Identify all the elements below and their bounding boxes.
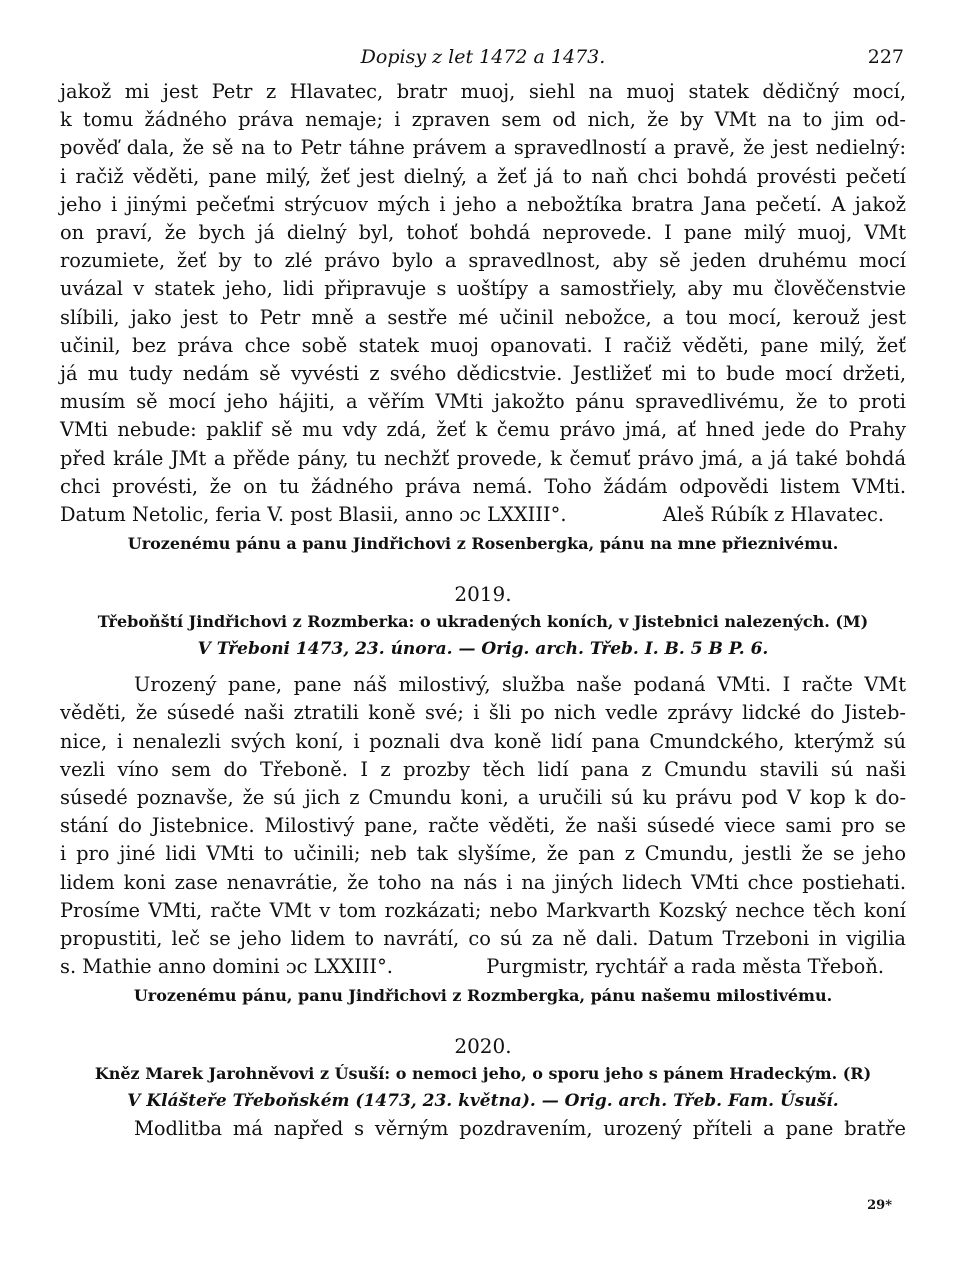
signature: Purgmistr, rychtář a rada města Třeboň.: [486, 955, 884, 979]
text-line: on praví, že bych já dielný byl, tohoť bohdá neprovede. I pane milý muoj, VMt: [60, 221, 906, 245]
running-title: Dopisy z let 1472 a 1473.: [360, 46, 606, 68]
document-source: V Třeboni 1473, 23. února. — Orig. arch. Třeb. I. B. 5 B P. 6.: [197, 639, 769, 660]
text-line: VMti nebude: paklif sě mu vdy zdá, žeť k čemu právo jmá, ať hned jede do Prahy: [60, 418, 906, 442]
text-line: rozumiete, žeť by to zlé právo bylo a spravedlnost, aby sě jeden druhému mocí: [60, 249, 906, 273]
signature-mark: 29*: [867, 1198, 892, 1213]
letter-2019-body: [60, 671, 906, 981]
text-line: i pro jiné lidi VMti to učinili; neb tak slyšíme, že pan z Cmundu, jestli že se jeho: [60, 842, 906, 866]
signature: Aleš Rúbík z Hlavatec.: [662, 503, 884, 527]
text-line: stání do Jistebnice. Milostivý pane, račte věděti, že naši súsedé viece sami pro se: [60, 814, 906, 838]
text-line: nice, i nenalezli svých koní, i poznali dva koně lidí pana Cmundckého, kterýmž sú: [60, 729, 906, 753]
page-number: 227: [867, 46, 904, 68]
text-line: Modlitba má napřed s věrným pozdravením, urozený příteli a pane bratře: [134, 1117, 906, 1141]
text-line: pověď dala, že sě na to Petr táhne právem a spravedlností a pravě, že jest nedielný:: [60, 136, 906, 160]
text-line: i račiž věděti, pane milý, žeť jest dielný, a žeť já to naň chci bohdá provésti pečetí: [60, 164, 906, 188]
date-line: s. Mathie anno domini ɔc LXXIII°.: [60, 955, 393, 979]
letter-2020-body: [60, 1115, 906, 1143]
address-line: Urozenému pánu, panu Jindřichovi z Rozmbergka, pánu našemu milostivému.: [133, 986, 833, 1006]
text-line: chci provésti, že on tu žádného práva nemá. Toho žádám odpovědi listem VMti.: [60, 474, 906, 498]
text-line: propustiti, leč se jeho lidem to navrátí, co sú za ně dali. Datum Trzeboni in vigilia: [60, 927, 906, 951]
closing-line: [60, 501, 906, 529]
text-line: před krále JMt a přěde pány, tu nechžť provede, k čemuť právo jmá, a já také bohdá: [60, 446, 906, 470]
text-line: učinil, bez práva chce sobě statek muoj opanovati. I račiž věděti, pane milý, žeť: [60, 333, 906, 357]
text-line: súsedé poznavše, že sú jich z Cmundu koni, a uručili sú ku právu pod V kop k do-: [60, 786, 906, 810]
closing-line: [60, 953, 906, 981]
letter-2018-body: [60, 78, 906, 529]
text-line: uvázal v statek jeho, lidi připravuje s uoštípy a samostřiely, aby mu člověčenstvie: [60, 277, 906, 301]
page: [60, 38, 906, 1144]
text-line: lidem koni zase nenavrátie, že toho na nás i na jiných lidech VMti chce postiehati.: [60, 870, 906, 894]
text-line: Urozený pane, pane náš milostivý, služba naše podaná VMti. I račte VMt: [134, 673, 906, 697]
page-header: [60, 38, 906, 78]
document-heading: Třeboňští Jindřichovi z Rozmberka: o ukradených koních, v Jistebnici nalezených. (M): [97, 612, 869, 632]
text-line: vezli víno sem do Třeboně. I z prozby těch lidí pana z Cmundu stavili sú naši: [60, 757, 906, 781]
document-heading: Kněz Marek Jarohněvovi z Úsuší: o nemoci jeho, o sporu jeho s pánem Hradeckým. (R): [94, 1064, 872, 1084]
text-line: věděti, že súsedé naši ztratili koně své; i šli po nich vedle zprávy lidcké do Jisteb-: [60, 701, 906, 725]
text-line: musím sě mocí jeho hájiti, a věřím VMti jakožto pánu spravedlivému, že to proti: [60, 390, 906, 414]
text-line: k tomu žádného práva nemaje; i zpraven sem od nich, že by VMt na to jim od-: [60, 108, 906, 132]
address-line: Urozenému pánu a panu Jindřichovi z Rosenbergka, pánu na mne přieznivému.: [127, 534, 839, 554]
document-number: 2019.: [454, 582, 512, 607]
date-line: Datum Netolic, feria V. post Blasii, anno ɔc LXXIII°.: [60, 503, 567, 527]
text-line: jakož mi jest Petr z Hlavatec, bratr muoj, siehl na muoj statek dědičný mocí,: [60, 80, 906, 103]
document-source: V Klášteře Třeboňském (1473, 23. května). — Orig. arch. Třeb. Fam. Úsuší.: [127, 1091, 839, 1112]
document-number: 2020.: [454, 1034, 512, 1059]
text-line: jeho i jinými pečeťmi strýcuov mých i jeho a nebožtíka bratra Jana pečetí. A jakož: [60, 192, 906, 216]
text-line: Prosíme VMti, račte VMt v tom rozkázati; nebo Markvarth Kozský nechce těch koní: [60, 898, 906, 922]
text-line: já mu tudy nedám sě vyvésti z svého dědicstvie. Jestližeť mi to bude mocí držeti,: [60, 362, 906, 386]
text-line: slíbili, jako jest to Petr mně a sestře mé učinil nebožce, a tou mocí, kerouž jest: [60, 305, 906, 329]
